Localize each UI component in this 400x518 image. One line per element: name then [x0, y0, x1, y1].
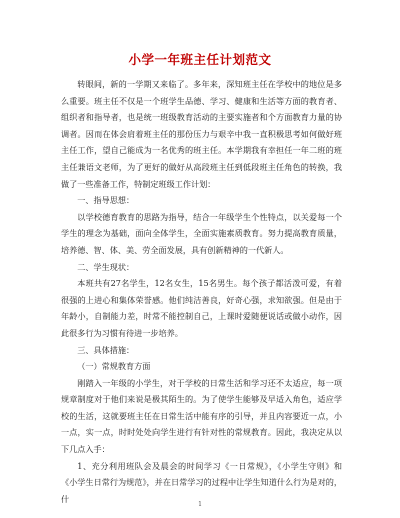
document-title: 小学一年班主任计划范文	[128, 52, 272, 67]
page-number: 1	[198, 501, 202, 508]
document-body	[61, 76, 342, 507]
heading-guiding-thought: 一、指导思想：	[77, 195, 135, 206]
heading-measures: 三、具体措施：	[77, 344, 135, 355]
paragraph-intro: 转眼间，新的一学期又来临了。多年来，深知班主任在学校中的地位是多么重要。班主任不仅是一个班学生品德、学习、健康和生活等方面的教育者、组织者和指导者，也是统一班级教育活动的主要实施者和个方面教育力量的协调者。因而在体会肩着班主任的那份压力与艰辛中我一直积极思考如何做好班主任工作，望自己能成为一名优秀的班主任。本学期我有幸担任一年二班的班主任兼语文老师，为了更好的做好从高段班主任到低段班主任角色的转换，我做了一些准备工作，特制定班级工作计划：	[61, 79, 342, 189]
subheading-routine-education: （一）常规教育方面	[77, 361, 151, 372]
paragraph-item-1: 1、充分利用班队会及晨会的时间学习《一日常规》，《小学生守则》和《小学生日常行为规范》，并在日常学习的过程中让学生知道什么行为是对的，什	[61, 460, 342, 504]
paragraph-guiding-thought: 以学校德育教育的思路为指导，结合一年级学生个性特点，以关爱每一个学生的理念为基础，面向全体学生，全面实施素质教育。努力提高教育质量，培养德、智、体、美、劳全面发展，具有创新精神的一代新人。	[61, 211, 342, 255]
paragraph-routine-education: 刚踏入一年级的小学生，对于学校的日常生活和学习还不太适应，每一项规章制度对于他们来说是极其陌生的。为了使学生能够及早适入角色，适应学校的生活，这就要班主任在日常生活中能有序的引导，并且内容要近一点，小一点，实一点，时时处处向学生进行有针对性的常规教育。因此，我决定从以下几点入手：	[61, 377, 342, 455]
heading-student-status: 二、学生现状：	[77, 261, 135, 272]
paragraph-student-status: 本班共有27名学生，12名女生，15名男生。每个孩子都活泼可爱，有着很强的上进心和集体荣誉感。他们纯洁善良，好奇心强，求知欲强。但是由于年龄小，自制能力差，时常不能控制自己，上课时爱随便说话或做小动作，因此很多行为习惯有待进一步培养。	[61, 278, 342, 338]
